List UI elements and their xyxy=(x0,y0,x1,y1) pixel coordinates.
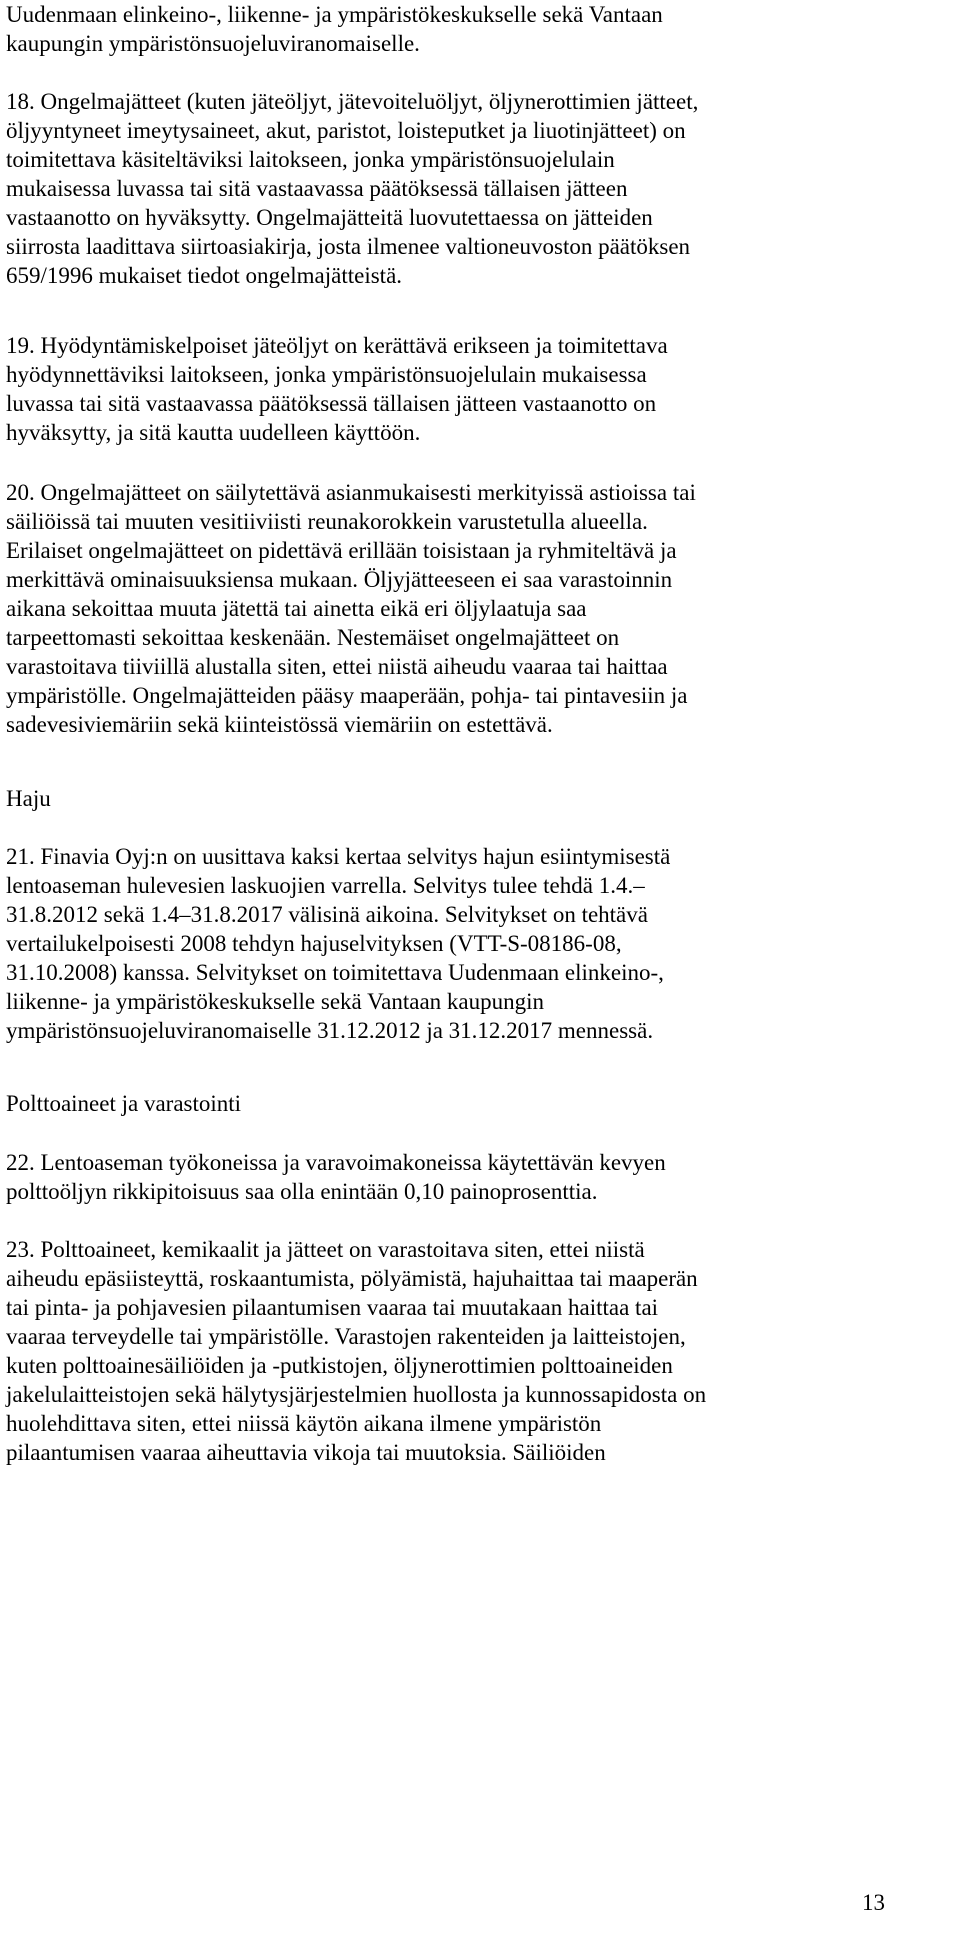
text-line: huolehdittava siten, ettei niissä käytön aikana ilmene ympäristön xyxy=(6,1411,602,1436)
text-line: polttoöljyn rikkipitoisuus saa olla enintään 0,10 painoprosenttia. xyxy=(6,1179,598,1204)
text-line: tai pinta- ja pohjavesien pilaantumisen vaaraa tai muutakaan haittaa tai xyxy=(6,1295,659,1320)
text-line: 659/1996 mukaiset tiedot ongelmajätteistä. xyxy=(6,263,403,288)
text-line: Erilaiset ongelmajätteet on pidettävä erillään toisistaan ja ryhmiteltävä ja xyxy=(6,538,677,563)
text-line: 22. Lentoaseman työkoneissa ja varavoimakoneissa käytettävän kevyen xyxy=(6,1150,666,1175)
text-line: säiliöissä tai muuten vesitiiviisti reunakorokkein varustetulla alueella. xyxy=(6,509,648,534)
text-line: lentoaseman hulevesien laskuojien varrella. Selvitys tulee tehdä 1.4.– xyxy=(6,873,645,898)
section-heading-polttoaineet: Polttoaineet ja varastointi xyxy=(6,1091,242,1116)
text-line: hyväksytty, ja sitä kautta uudelleen käyttöön. xyxy=(6,420,421,445)
text-line: 20. Ongelmajätteet on säilytettävä asianmukaisesti merkityissä astioissa tai xyxy=(6,480,696,505)
text-line: merkittävä ominaisuuksiensa mukaan. Öljyjätteeseen ei saa varastoinnin xyxy=(6,567,673,592)
text-line: 18. Ongelmajätteet (kuten jäteöljyt, jätevoiteluöljyt, öljynerottimien jätteet, xyxy=(6,89,699,114)
section-heading-haju: Haju xyxy=(6,786,51,811)
text-line: öljyyntyneet imeytysaineet, akut, paristot, loisteputket ja liuotinjätteet) on xyxy=(6,118,686,143)
text-line: vaaraa terveydelle tai ympäristölle. Varastojen rakenteiden ja laitteistojen, xyxy=(6,1324,686,1349)
text-line: toimitettava käsiteltäviksi laitokseen, jonka ympäristönsuojelulain xyxy=(6,147,615,172)
text-line: varastoitava tiiviillä alustalla siten, ettei niistä aiheudu vaaraa tai haittaa xyxy=(6,654,668,679)
text-line: ympäristönsuojeluviranomaiselle 31.12.2012 ja 31.12.2017 mennessä. xyxy=(6,1018,654,1043)
text-line: 23. Polttoaineet, kemikaalit ja jätteet on varastoitava siten, ettei niistä xyxy=(6,1237,645,1262)
text-line: 21. Finavia Oyj:n on uusittava kaksi kertaa selvitys hajun esiintymisestä xyxy=(6,844,671,869)
text-line: tarpeettomasti sekoittaa keskenään. Nestemäiset ongelmajätteet on xyxy=(6,625,620,650)
text-line: hyödynnettäviksi laitokseen, jonka ympäristönsuojelulain mukaisessa xyxy=(6,362,647,387)
text-line: luvassa tai sitä vastaavassa päätöksessä tällaisen jätteen vastaanotto on xyxy=(6,391,657,416)
text-line: Uudenmaan elinkeino-, liikenne- ja ympäristökeskukselle sekä Vantaan xyxy=(6,2,663,27)
text-line: pilaantumisen vaaraa aiheuttavia vikoja tai muutoksia. Säiliöiden xyxy=(6,1440,606,1465)
text-line: kuten polttoainesäiliöiden ja -putkistojen, öljynerottimien polttoaineiden xyxy=(6,1353,673,1378)
page-number: 13 xyxy=(862,1890,885,1915)
text-line: 31.8.2012 sekä 1.4–31.8.2017 välisinä aikoina. Selvitykset on tehtävä xyxy=(6,902,648,927)
text-line: aiheudu epäsiisteyttä, roskaantumista, pölyämistä, hajuhaittaa tai maaperän xyxy=(6,1266,698,1291)
text-line: siirrosta laadittava siirtoasiakirja, josta ilmenee valtioneuvoston päätöksen xyxy=(6,234,691,259)
text-line: vertailukelpoisesti 2008 tehdyn hajuselvityksen (VTT-S-08186-08, xyxy=(6,931,622,956)
text-line: vastaanotto on hyväksytty. Ongelmajätteitä luovutettaessa on jätteiden xyxy=(6,205,653,230)
text-line: jakelulaitteistojen sekä hälytysjärjestelmien huollosta ja kunnossapidosta on xyxy=(6,1382,707,1407)
text-line: ympäristölle. Ongelmajätteiden pääsy maaperään, pohja- tai pintavesiin ja xyxy=(6,683,688,708)
text-line: mukaisessa luvassa tai sitä vastaavassa päätöksessä tällaisen jätteen xyxy=(6,176,628,201)
text-line: sadevesiviemäriin sekä kiinteistössä viemäriin on estettävä. xyxy=(6,712,553,737)
text-line: kaupungin ympäristönsuojeluviranomaiselle. xyxy=(6,31,420,56)
text-line: liikenne- ja ympäristökeskukselle sekä Vantaan kaupungin xyxy=(6,989,545,1014)
text-line: 19. Hyödyntämiskelpoiset jäteöljyt on kerättävä erikseen ja toimitettava xyxy=(6,333,668,358)
text-line: aikana sekoittaa muuta jätettä tai ainetta eikä eri öljylaatuja saa xyxy=(6,596,587,621)
text-line: 31.10.2008) kanssa. Selvitykset on toimitettava Uudenmaan elinkeino-, xyxy=(6,960,664,985)
